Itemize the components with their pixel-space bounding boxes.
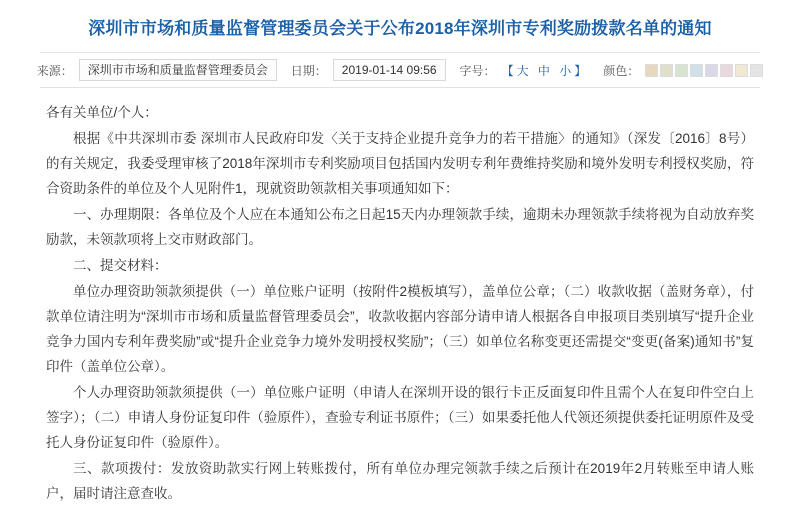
- color-swatch[interactable]: [705, 64, 718, 77]
- fontsize-options[interactable]: 【大 中 小】: [501, 63, 590, 78]
- color-swatch[interactable]: [690, 64, 703, 77]
- color-swatch-list[interactable]: [645, 64, 763, 77]
- body-paragraph: 各有关单位/个人：: [46, 105, 158, 120]
- meta-color: [603, 62, 763, 79]
- date-value: 2019-01-14 09:56: [333, 59, 446, 81]
- source-value: 深圳市市场和质量监督管理委员会: [79, 59, 277, 81]
- color-swatch[interactable]: [720, 64, 733, 77]
- body-paragraph: 个人办理资助领款须提供（一）单位账户证明（申请人在深圳开设的银行卡正反面复印件且需个人在复印件空白上签字）；（二）申请人身份证复印件（验原件），查验专利证书原件；（三）如果委托他人代领还须提供委托证明原件及受托人身份证复印件（验原件）。: [46, 385, 754, 450]
- document-body: [46, 88, 754, 506]
- color-swatch[interactable]: [660, 64, 673, 77]
- date-label: 日期：: [290, 63, 327, 78]
- meta-source: [37, 59, 277, 81]
- page-title: 深圳市市场和质量监督管理委员会关于公布2018年深圳市专利奖励拨款名单的通知: [88, 19, 712, 38]
- color-swatch[interactable]: [675, 64, 688, 77]
- color-label: 颜色：: [603, 63, 640, 78]
- document-meta-bar: [36, 52, 760, 88]
- body-paragraph: 根据《中共深圳市委 深圳市人民政府印发〈关于支持企业提升竞争力的若干措施〉的通知》（深发〔2016〕8号）的有关规定，我委受理审核了2018年深圳市专利奖励项目包括国内发明专利年费维持奖励和境外发明专利授权奖励，符合资助条件的单位及个人见附件1，现就资助领款相关事项通知如下：: [46, 131, 754, 196]
- body-paragraph: 一、办理期限：各单位及个人应在本通知公布之日起15天内办理领款手续，逾期未办理领款手续将视为自动放弃奖励款，未领款项将上交市财政部门。: [46, 207, 754, 247]
- fontsize-label: 字号：: [459, 63, 496, 78]
- meta-fontsize: [460, 62, 590, 79]
- color-swatch[interactable]: [750, 64, 763, 77]
- source-label: 来源：: [36, 63, 73, 78]
- body-paragraph: 单位办理资助领款须提供（一）单位账户证明（按附件2模板填写），盖单位公章；（二）收款收据（盖财务章），付款单位请注明为“深圳市市场和质量监督管理委员会”，收款收据内容部分请申请人根据各自申报项目类别填写“提升企业竞争力国内专利年费奖励”或“提升企业竞争力境外发明授权奖励”；（三）如单位名称变更还需提交“变更(备案)通知书”复印件（盖单位公章）。: [46, 284, 754, 374]
- color-swatch[interactable]: [645, 64, 658, 77]
- meta-date: [291, 59, 446, 81]
- color-swatch[interactable]: [735, 64, 748, 77]
- body-paragraph: 三、款项拨付：发放资助款实行网上转账拨付，所有单位办理完领款手续之后预计在2019年2月转账至申请人账户，届时请注意查收。: [46, 461, 754, 501]
- body-paragraph: 二、提交材料：: [73, 258, 168, 273]
